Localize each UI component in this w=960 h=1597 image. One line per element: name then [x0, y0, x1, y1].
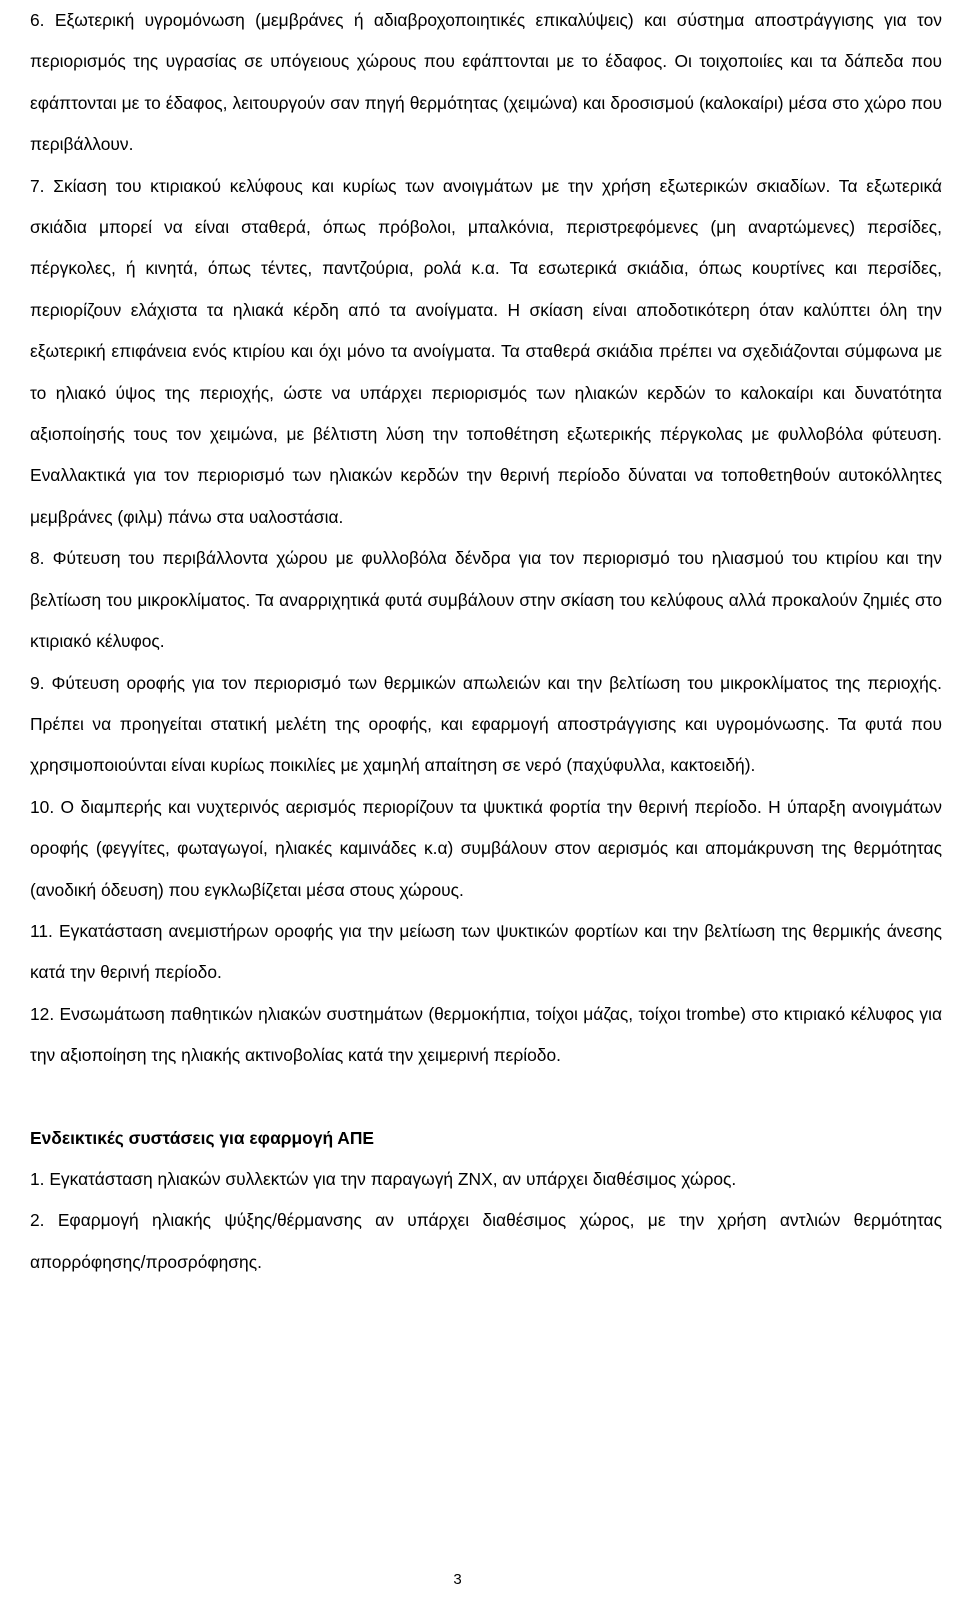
document-body: [30, 0, 942, 1283]
paragraph-10: 10. Ο διαμπερής και νυχτερινός αερισμός περιορίζουν τα ψυκτικά φορτία την θερινή περίοδο. Η ύπαρξη ανοιγμάτων οροφής (φεγγίτες, φωταγωγοί, ηλιακές καμινάδες κ.α) συμβάλουν στον αερισμός και απομάκρυνση της θερμότητας (ανοδική όδευση) που εγκλωβίζεται μέσα στους χώρους.: [30, 796, 942, 900]
paragraph-9: 9. Φύτευση οροφής για τον περιορισμό των θερμικών απωλειών και την βελτίωση του μικροκλίματος της περιοχής. Πρέπει να προηγείται στατική μελέτη της οροφής, και εφαρμογή αποστράγγισης και υγρομόνωσης. Τα φυτά που χρησιμοποιούνται είναι κυρίως ποικιλίες με χαμηλή απαίτηση σε νερό (παχύφυλλα, κακτοειδή).: [30, 672, 942, 776]
paragraph-11: 11. Εγκατάσταση ανεμιστήρων οροφής για την μείωση των ψυκτικών φορτίων και την βελτίωση της θερμικής άνεσης κατά την θερινή περίοδο.: [30, 920, 942, 983]
paragraph-8: 8. Φύτευση του περιβάλλοντα χώρου με φυλλοβόλα δένδρα για τον περιορισμό του ηλιασμού του κτιρίου και την βελτίωση του μικροκλίματος. Τα αναρριχητικά φυτά συμβάλουν στην σκίαση του κελύφους αλλά προκαλούν ζημιές στο κτιριακό κέλυφος.: [30, 548, 942, 652]
page-number: 3: [453, 1571, 462, 1588]
res-item-2: 2. Εφαρμογή ηλιακής ψύξης/θέρμανσης αν υπάρχει διαθέσιμος χώρος, με την χρήση αντλιών θερμότητας απορρόφησης/προσρόφησης.: [30, 1210, 942, 1272]
paragraph-7: 7. Σκίαση του κτιριακού κελύφους και κυρίως των ανοιγμάτων με την χρήση εξωτερικών σκιαδίων. Τα εξωτερικά σκιάδια μπορεί να είναι σταθερά, όπως πρόβολοι, μπαλκόνια, περιστρεφόμενες (μη αναρτώμενες) περσίδες, πέργκολες, ή κινητά, όπως τέντες, παντζούρια, ρολά κ.α. Τα εσωτερικά σκιάδια, όπως κουρτίνες και περσίδες, περιορίζουν ελάχιστα τα ηλιακά κέρδη από τα ανοίγματα. Η σκίαση είναι αποδοτικότερη όταν καλύπτει όλη την εξωτερική επιφάνεια ενός κτιρίου και όχι μόνο τα ανοίγματα. Τα σταθερά σκιάδια πρέπει να σχεδιάζονται σύμφωνα με το ηλιακό ύψος της περιοχής, ώστε να υπάρχει περιορισμός των ηλιακών κερδών το καλοκαίρι και δυνατότητα αξιοποίησής τους τον χειμώνα, με βέλτιστη λύση την τοποθέτηση εξωτερικής πέργκολας με φυλλοβόλα φύτευση. Εναλλακτικά για τον περιορισμό των ηλιακών κερδών την θερινή περίοδο δύναται να τοποθετηθούν αυτοκόλλητες μεμβράνες (φιλμ) πάνω στα υαλοστάσια.: [30, 175, 942, 527]
paragraph-12: 12. Ενσωμάτωση παθητικών ηλιακών συστημάτων (θερμοκήπια, τοίχοι μάζας, τοίχοι trombe) στο κτιριακό κέλυφος για την αξιοποίηση της ηλιακής ακτινοβολίας κατά την χειμερινή περίοδο.: [30, 1003, 942, 1066]
paragraph-6: 6. Εξωτερική υγρομόνωση (μεμβράνες ή αδιαβροχοποιητικές επικαλύψεις) και σύστημα αποστράγγισης για τον περιορισμός της υγρασίας σε υπόγειους χώρους που εφάπτονται με το έδαφος. Οι τοιχοποιίες και τα δάπεδα που εφάπτονται με το έδαφος, λειτουργούν σαν πηγή θερμότητας (χειμώνα) και δροσισμού (καλοκαίρι) μέσα στο χώρο που περιβάλλουν.: [30, 10, 942, 155]
res-item-1: 1. Εγκατάσταση ηλιακών συλλεκτών για την παραγωγή ΖΝΧ, αν υπάρχει διαθέσιμος χώρος.: [30, 1168, 737, 1189]
section-heading: Ενδεικτικές συστάσεις για εφαρμογή ΑΠΕ: [30, 1127, 374, 1148]
section-spacer: [30, 1077, 942, 1118]
